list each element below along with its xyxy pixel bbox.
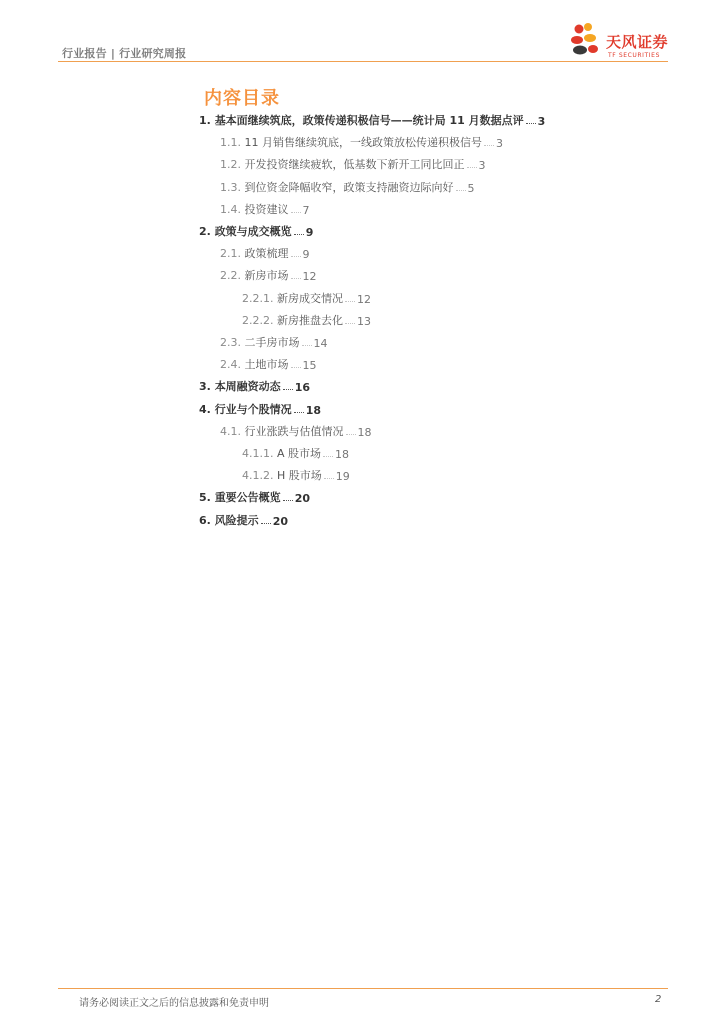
toc-dot-leader [291, 212, 301, 213]
toc-dot-leader [467, 167, 477, 168]
toc-title: 内容目录 [204, 88, 280, 109]
toc-dot-leader [345, 323, 355, 324]
toc-entry-text: 行业涨跌与估值情况 [244, 424, 344, 438]
toc-entry-text: 土地市场 [244, 358, 289, 372]
toc-entry-number: 2.2.1. [242, 291, 274, 305]
toc-entry-text: 政策与成交概览 [214, 225, 292, 238]
toc-entry-number: 1.3. [220, 180, 241, 194]
toc-entry-label [242, 467, 322, 483]
toc-entry-page: 3 [496, 137, 503, 151]
toc-entry-page: 7 [302, 203, 310, 217]
toc-dot-leader [261, 523, 271, 524]
toc-entry-label [199, 401, 292, 417]
toc-entry-label [199, 112, 524, 128]
logo-chinese-name: 天风证券 [606, 33, 669, 51]
toc-entry-page: 18 [335, 448, 350, 461]
toc-entry-label [220, 134, 482, 150]
toc-entry-number: 4.1. [220, 424, 241, 438]
toc-entry-text: 11 月销售继续筑底，一线政策放松传递积极信号 [244, 136, 482, 150]
toc-entry-page: 3 [537, 115, 546, 128]
toc-entry-text: 基本面继续筑底，政策传递积极信号——统计局 11 月数据点评 [214, 114, 524, 127]
toc-dot-leader [283, 389, 293, 390]
footer-divider [58, 988, 668, 989]
toc-entry-text: 新房推盘去化 [277, 313, 343, 327]
toc-entry-page: 9 [305, 226, 314, 239]
logo-english-name: TF SECURITIES [608, 52, 660, 59]
toc-entry-number: 2.2. [220, 269, 241, 283]
toc-dot-leader [294, 234, 304, 235]
toc-entry-page: 18 [305, 403, 321, 417]
toc-entry-page: 16 [294, 381, 310, 395]
toc-dot-leader [291, 278, 301, 279]
toc-entry-label [199, 489, 281, 505]
toc-entry-number: 5. [199, 491, 211, 505]
toc-entry-number: 3. [199, 380, 211, 394]
toc-entry-page: 18 [357, 425, 372, 439]
toc-entry-page: 12 [357, 292, 371, 306]
toc-dot-leader [283, 500, 293, 501]
toc-entry-page: 20 [294, 492, 310, 506]
toc-entry-label [220, 356, 289, 372]
toc-entry-text: A 股市场 [277, 447, 322, 460]
page-number: 2 [655, 994, 662, 1005]
toc-entry-label [199, 378, 281, 394]
toc-entry-page: 9 [302, 248, 310, 262]
toc-entry-text: 行业与个股情况 [214, 402, 292, 416]
toc-entry-label [220, 156, 465, 172]
toc-dot-leader [526, 123, 536, 124]
toc-entry-label [220, 179, 454, 195]
toc-entry-text: 本周融资动态 [214, 380, 281, 394]
toc-entry-number: 2.2.2. [242, 313, 274, 327]
tf-securities-logo [568, 22, 678, 62]
toc-entry-page: 13 [357, 314, 371, 328]
toc-entry-page: 19 [335, 470, 350, 484]
toc-entry-text: 二手房市场 [244, 336, 300, 349]
toc-entry-number: 1.2. [220, 158, 241, 172]
toc-entry-label [242, 312, 343, 328]
toc-entry-number: 1.1. [220, 136, 241, 150]
toc-dot-leader [294, 412, 304, 413]
toc-entry-label [220, 245, 289, 261]
toc-entry-page: 14 [313, 337, 328, 350]
toc-dot-leader [302, 345, 312, 346]
toc-entry-page: 5 [467, 181, 475, 195]
footer-disclaimer: 请务必阅读正文之后的信息披露和免责申明 [79, 998, 269, 1009]
toc-entry-text: 新房市场 [244, 269, 289, 283]
toc-entry-number: 2. [199, 225, 211, 238]
toc-entry-label [220, 334, 300, 350]
toc-entry-label [199, 223, 292, 239]
tf-logo-mark-icon [568, 22, 608, 62]
toc-entry-text: 投资建议 [244, 202, 289, 216]
toc-dot-leader [484, 145, 494, 146]
toc-dot-leader [323, 456, 333, 457]
toc-entry-label [220, 267, 289, 283]
toc-entry-text: 重要公告概览 [214, 491, 281, 505]
toc-dot-leader [345, 301, 355, 302]
toc-entry-number: 2.3. [220, 336, 241, 349]
toc-entry-page: 15 [302, 359, 317, 373]
toc-entry-text: 到位资金降幅收窄，政策支持融资边际向好 [244, 180, 454, 194]
toc-entry-label [242, 445, 321, 461]
header-divider [58, 61, 668, 62]
toc-entry-label [199, 512, 259, 528]
toc-entry-label [220, 201, 289, 217]
toc-entry-number: 2.4. [220, 358, 241, 372]
toc-entry-number: 4.1.1. [242, 447, 274, 460]
toc-entry-text: 新房成交情况 [277, 291, 343, 305]
toc-entry-number: 4.1.2. [242, 469, 274, 483]
report-header-label: 行业报告 | 行业研究周报 [62, 47, 187, 60]
toc-entry-number: 1. [199, 114, 211, 127]
toc-dot-leader [346, 434, 356, 435]
toc-entry-label [242, 290, 343, 306]
toc-entry-text: 开发投资继续疲软，低基数下新开工同比回正 [244, 158, 465, 172]
toc-entry-number: 6. [199, 513, 211, 527]
toc-dot-leader [291, 367, 301, 368]
toc-entry-page: 3 [478, 159, 486, 173]
toc-entry-text: 政策梳理 [244, 247, 289, 261]
toc-dot-leader [456, 190, 466, 191]
toc-entry-number: 1.4. [220, 202, 241, 216]
toc-entry-number: 2.1. [220, 247, 241, 261]
toc-dot-leader [324, 478, 334, 479]
toc-entry-text: H 股市场 [277, 469, 322, 483]
toc-dot-leader [291, 256, 301, 257]
toc-entry-label [220, 423, 344, 439]
toc-entry-page: 20 [272, 514, 288, 528]
toc-entry-page: 12 [302, 270, 317, 284]
toc-entry-number: 4. [199, 402, 211, 416]
toc-entry-text: 风险提示 [214, 513, 259, 527]
